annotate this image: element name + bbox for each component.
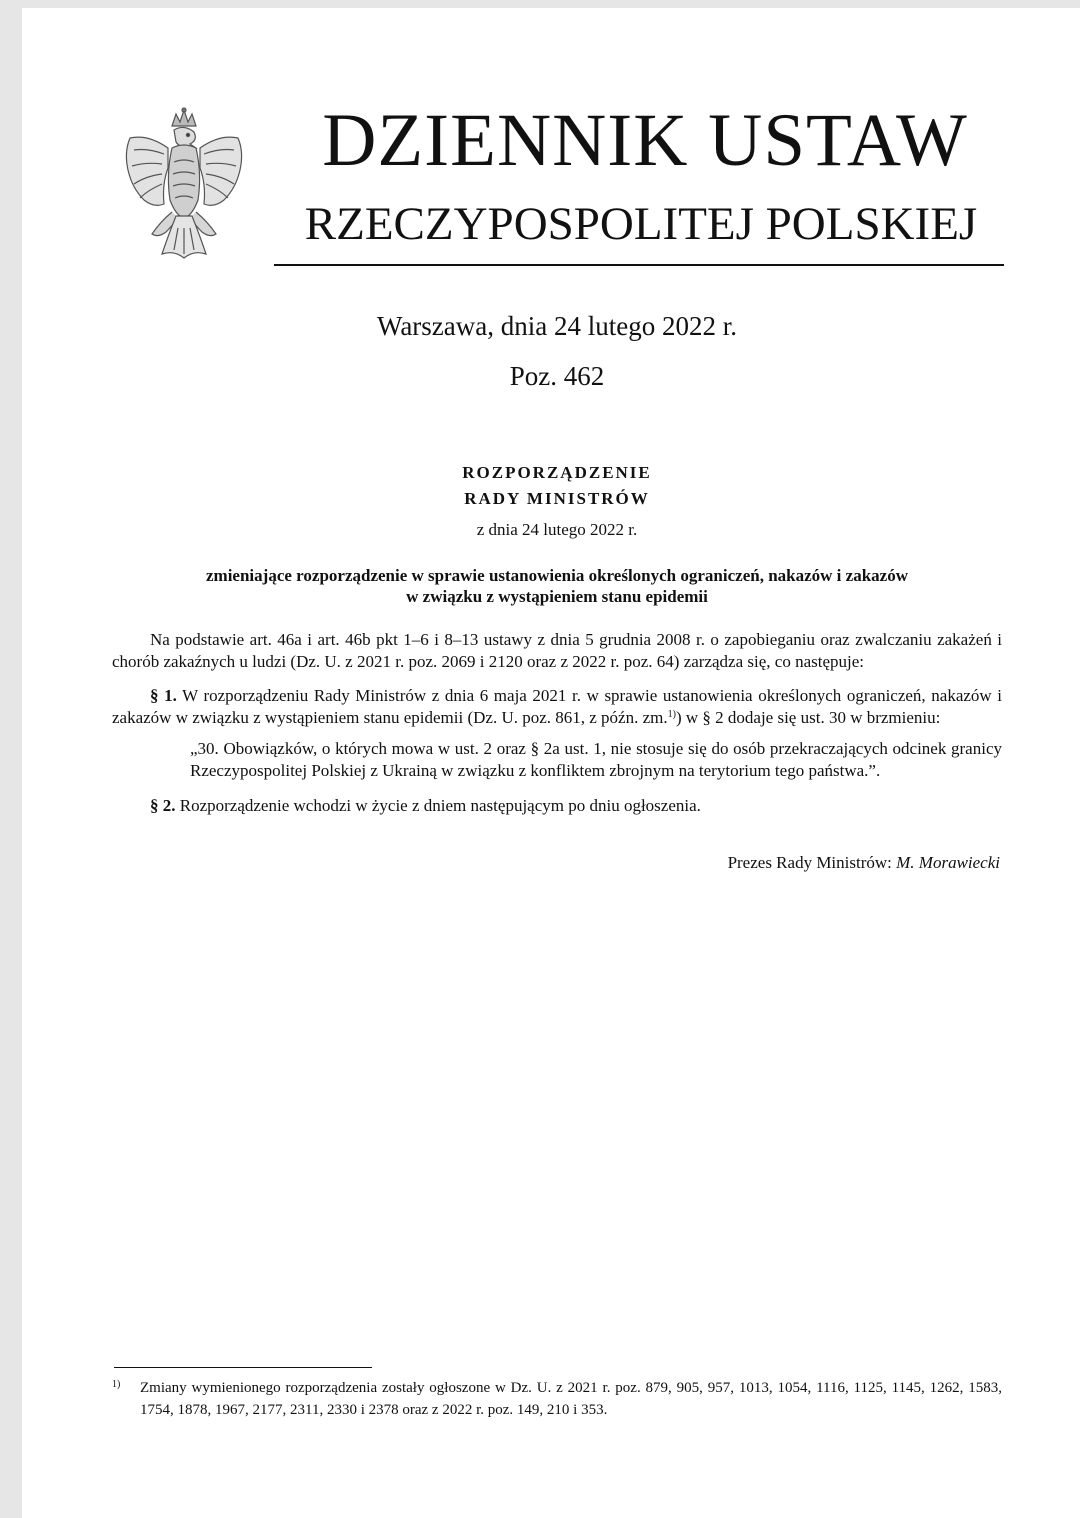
section-1-mark: § 1. [150, 686, 177, 705]
section-2-text: Rozporządzenie wchodzi w życie z dniem następującym po dniu ogłoszenia. [175, 796, 701, 815]
section-1 [112, 685, 1002, 729]
polish-eagle-emblem-icon [118, 104, 250, 264]
position-number: Poz. 462 [509, 361, 605, 391]
act-title-line-1: zmieniające rozporządzenie w sprawie ustanowienia określonych ograniczeń, nakazów i zakazów [206, 566, 908, 585]
preamble: Na podstawie art. 46a i art. 46b pkt 1–6 i 8–13 ustawy z dnia 5 grudnia 2008 r. o zapobieganiu oraz zwalczaniu zakażeń i chorób zakaźnych u ludzi (Dz. U. z 2021 r. poz. 2069 i 2120 oraz z 2022 r. poz. 64) zarządza się, co następuje: [112, 630, 1002, 671]
signature-name: M. Morawiecki [896, 853, 1000, 872]
masthead-divider [274, 264, 1004, 266]
quoted-provision: „30. Obowiązków, o których mowa w ust. 2 oraz § 2a ust. 1, nie stosuje się do osób przekraczających odcinek granicy Rzeczypospolitej Polskiej z Ukrainą w związku z konfliktem zbrojnym na terytorium tego państwa.”. [190, 739, 1002, 780]
footnote-text: Zmiany wymienionego rozporządzenia zostały ogłoszone w Dz. U. z 2021 r. poz. 879, 905, 957, 1013, 1054, 1116, 1125, 1145, 1262, 1583, 1754, 1878, 1967, 2177, 2311, 2330 i 2378 oraz z 2022 r. poz. 149, 210 i 353. [140, 1380, 1002, 1418]
footnote-mark: 1) [112, 1379, 121, 1390]
act-type: ROZPORZĄDZENIE [462, 463, 652, 482]
footnote-reference[interactable]: 1) [667, 709, 676, 720]
signature-role: Prezes Rady Ministrów: [727, 853, 897, 872]
masthead-title: DZIENNIK USTAW [322, 99, 968, 182]
place-date: Warszawa, dnia 24 lutego 2022 r. [377, 311, 737, 341]
signature [728, 851, 1000, 875]
act-date: z dnia 24 lutego 2022 r. [476, 520, 638, 539]
footnote-divider [114, 1367, 372, 1368]
section-2-mark: § 2. [150, 796, 176, 815]
document-page [22, 8, 1080, 1518]
act-issuer: RADY MINISTRÓW [464, 489, 650, 508]
section-1-text-b: ) w § 2 dodaje się ust. 30 w brzmieniu: [675, 708, 941, 727]
masthead-subtitle: RZECZYPOSPOLITEJ POLSKIEJ [304, 198, 978, 250]
act-title-line-2: w związku z wystąpieniem stanu epidemii [406, 587, 708, 606]
section-1-text-a: W rozporządzeniu Rady Ministrów z dnia 6 maja 2021 r. w sprawie ustanowienia określonych ograniczeń, nakazów i zakazów w związku z wystąpieniem stanu epidemii (Dz. U. poz. 861, z późn. zm. [112, 686, 1003, 727]
section-2 [150, 795, 1002, 817]
